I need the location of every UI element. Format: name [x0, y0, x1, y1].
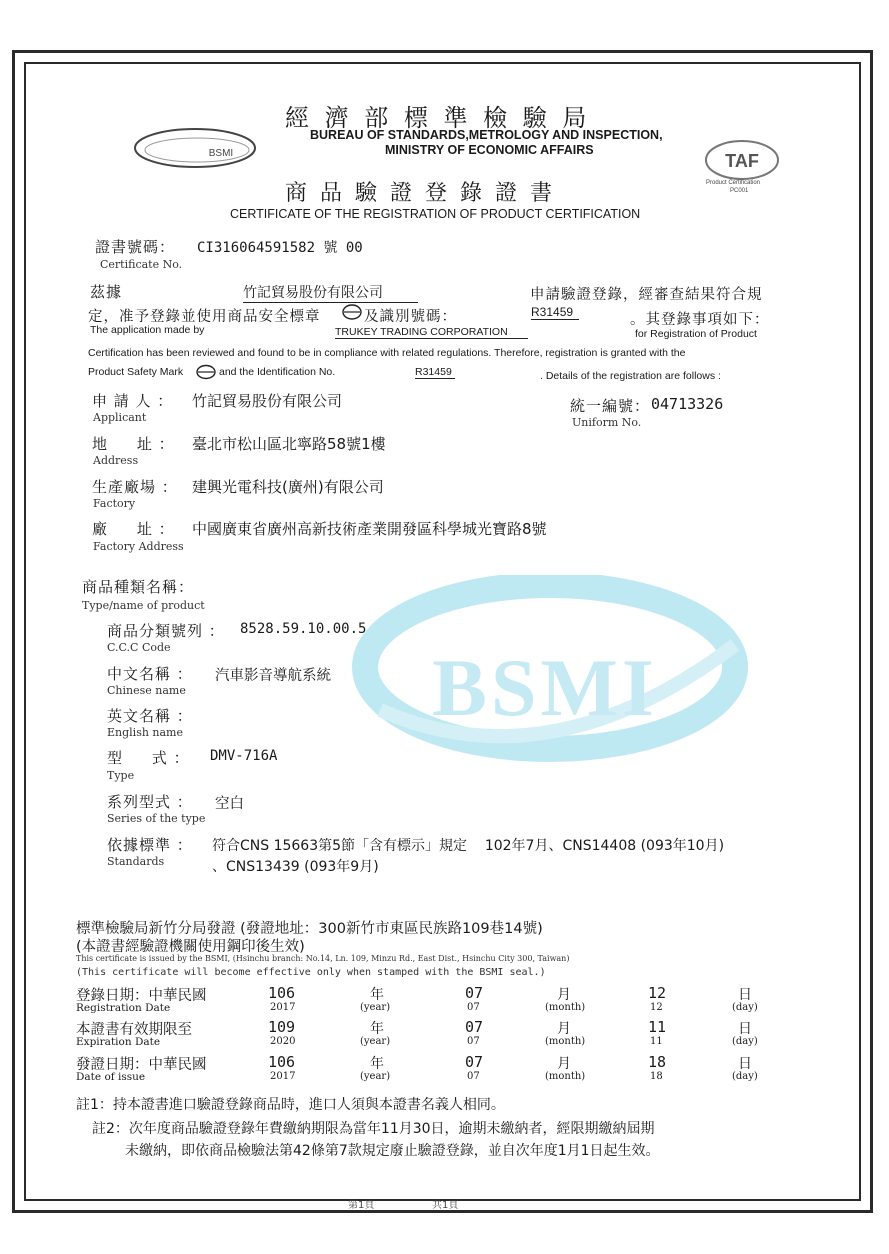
- statement-en-made-by: The application made by: [90, 324, 205, 336]
- agency-title-zh: 經 濟 部 標 準 檢 驗 局: [285, 104, 591, 132]
- date-month-unit: 月: [557, 987, 571, 1003]
- date-label-en: Registration Date: [76, 1002, 171, 1014]
- agency-title-en-2: MINISTRY OF ECONOMIC AFFAIRS: [385, 143, 594, 157]
- bsmi-watermark: [340, 575, 760, 775]
- date-month-unit-en: (month): [545, 1002, 586, 1013]
- date-day-unit: 日: [738, 1021, 752, 1037]
- statement-line2: 定，准予登錄並使用商品安全標章: [88, 309, 321, 325]
- date-label-en: Date of issue: [76, 1071, 146, 1083]
- type-label: 型 式 ：: [107, 749, 190, 767]
- date-day-unit: 日: [738, 987, 752, 1003]
- date-year-unit: 年: [370, 1021, 384, 1037]
- date-day: 12: [648, 984, 667, 1002]
- factory-label-en: Factory: [93, 497, 136, 510]
- date-label-zh: 本證書有效期限至: [76, 1022, 192, 1038]
- note-1: 註1：持本證書進口驗證登錄商品時，進口人須與本證書名義人相同。: [76, 1097, 505, 1113]
- bsmi-logo: [133, 127, 258, 169]
- date-month: 07: [465, 984, 484, 1002]
- statement-en-line3c: . Details of the registration are follows :: [540, 370, 721, 382]
- date-label-zh: 登錄日期：中華民國: [76, 988, 207, 1004]
- date-year-en: 2017: [270, 1071, 296, 1082]
- date-day-en: 12: [650, 1002, 663, 1013]
- issuer-line2: (本證書經驗證機關使用鋼印後生效): [76, 939, 305, 955]
- taf-logo-text: TAF: [725, 151, 759, 171]
- date-month-en: 07: [467, 1036, 480, 1047]
- date-year: 109: [268, 1018, 296, 1036]
- date-day: 18: [648, 1053, 667, 1071]
- certificate-title-zh: 商 品 驗 證 登 錄 證 書: [285, 181, 555, 206]
- statement-en-for-reg: for Registration of Product: [635, 328, 757, 340]
- date-day-unit-en: (day): [732, 1002, 758, 1013]
- statement-line2b: 及識別號碼：: [364, 309, 457, 325]
- date-month-unit-en: (month): [545, 1036, 586, 1047]
- note-2-line1: 註2：次年度商品驗證登錄年費繳納期限為當年11月30日，逾期未繳納者，經限期繳納屆期: [92, 1121, 655, 1137]
- factory-address-label-en: Factory Address: [93, 540, 184, 553]
- product-heading: 商品種類名稱：: [82, 578, 195, 596]
- series-value: 空白: [215, 796, 244, 812]
- date-month-unit: 月: [557, 1021, 571, 1037]
- agency-title-en-1: BUREAU OF STANDARDS,METROLOGY AND INSPECTION,: [310, 128, 663, 142]
- uniform-no-label-en: Uniform No.: [572, 416, 642, 429]
- certificate-title-en: CERTIFICATE OF THE REGISTRATION OF PRODUCT CERTIFICATION: [230, 207, 641, 221]
- statement-line2c: 。其登錄事項如下：: [630, 312, 770, 328]
- statement-zi-ju: 茲據: [90, 283, 123, 301]
- date-month-en: 07: [467, 1071, 480, 1082]
- taf-logo: [700, 138, 790, 208]
- standards-label-en: Standards: [107, 855, 165, 868]
- chinese-name-label-en: Chinese name: [107, 684, 186, 697]
- safety-mark-icon: [341, 303, 363, 321]
- applicant-company-en: TRUKEY TRADING CORPORATION: [335, 326, 528, 339]
- series-label-en: Series of the type: [107, 812, 206, 825]
- footer-total: 共1頁: [432, 1200, 459, 1211]
- ccc-code-value: 8528.59.10.00.5: [240, 621, 367, 637]
- applicant-label: 申 請 人 ：: [92, 392, 174, 410]
- standards-value-1: 符合CNS 15663第5節「含有標示」規定 102年7月、CNS14408 (093年10月): [212, 838, 725, 854]
- date-day-unit-en: (day): [732, 1036, 758, 1047]
- address-label: 地 址 ：: [92, 435, 175, 453]
- standards-label: 依據標準 ：: [107, 836, 193, 854]
- safety-mark-icon-en: [195, 364, 217, 380]
- ccc-code-label: 商品分類號列 ：: [107, 622, 225, 640]
- identification-code: R31459: [531, 305, 579, 320]
- date-month-unit: 月: [557, 1056, 571, 1072]
- watermark-text: BSMI: [432, 642, 658, 733]
- date-year-unit-en: (year): [360, 1071, 391, 1082]
- date-day-en: 11: [650, 1036, 663, 1047]
- applicant-label-en: Applicant: [93, 411, 147, 424]
- chinese-name-value: 汽車影音導航系統: [215, 668, 331, 684]
- address-value: 臺北市松山區北寧路58號1樓: [192, 435, 386, 453]
- factory-value: 建興光電科技(廣州)有限公司: [192, 478, 384, 496]
- uniform-no-label: 統一編號：: [570, 397, 651, 415]
- date-year-en: 2017: [270, 1002, 296, 1013]
- english-name-label-en: English name: [107, 726, 184, 739]
- product-heading-en: Type/name of product: [82, 599, 205, 612]
- date-year: 106: [268, 1053, 296, 1071]
- date-year-unit-en: (year): [360, 1036, 391, 1047]
- statement-en-line2: Certification has been reviewed and found to be in compliance with related regulations. Therefore, registration is granted with the: [88, 347, 686, 359]
- statement-apply-text: 申請驗證登錄，經審查結果符合規: [530, 287, 763, 303]
- factory-address-value: 中國廣東省廣州高新技術產業開發區科學城光寶路8號: [192, 520, 547, 538]
- series-label: 系列型式 ：: [107, 793, 193, 811]
- date-label-zh: 發證日期：中華民國: [76, 1057, 207, 1073]
- footer-page: 第1頁: [348, 1200, 375, 1211]
- certificate-no-label: 證書號碼：: [95, 238, 176, 256]
- english-name-label: 英文名稱 ：: [107, 707, 193, 725]
- certificate-no-label-en: Certificate No.: [100, 258, 183, 271]
- type-label-en: Type: [107, 769, 135, 782]
- issuer-line1: 標準檢驗局新竹分局發證 (發證地址：300新竹市東區民族路109巷14號): [76, 921, 543, 937]
- note-2-line2: 未繳納，即依商品檢驗法第42條第7款規定廢止驗證登錄，並自次年度1月1日起生效。: [125, 1143, 660, 1159]
- date-month-unit-en: (month): [545, 1071, 586, 1082]
- standards-value-2: 、CNS13439 (093年9月): [212, 859, 379, 875]
- date-month-en: 07: [467, 1002, 480, 1013]
- date-day-en: 18: [650, 1071, 663, 1082]
- taf-logo-sub1: Product Certification: [706, 180, 761, 186]
- date-month: 07: [465, 1053, 484, 1071]
- uniform-no-value: 04713326: [651, 395, 724, 413]
- chinese-name-label: 中文名稱 ：: [107, 665, 193, 683]
- applicant-value: 竹記貿易股份有限公司: [192, 392, 343, 410]
- taf-logo-sub2: PC001: [730, 188, 749, 194]
- date-label-en: Expiration Date: [76, 1036, 161, 1048]
- statement-en-line3a: Product Safety Mark: [88, 366, 184, 378]
- statement-en-line3b: and the Identification No.: [219, 366, 336, 378]
- date-year: 106: [268, 984, 296, 1002]
- factory-address-label: 廠 址 ：: [92, 520, 175, 538]
- ccc-code-label-en: C.C.C Code: [107, 641, 171, 654]
- date-day-unit-en: (day): [732, 1071, 758, 1082]
- date-year-unit: 年: [370, 987, 384, 1003]
- issuer-line3: This certificate is issued by the BSMI, (Hsinchu branch: No.14, Ln. 109, Minzu Rd., East Dist., Hsinchu City 300, Taiwan): [76, 954, 570, 963]
- date-year-unit-en: (year): [360, 1002, 391, 1013]
- bsmi-logo-text: BSMI: [208, 148, 234, 159]
- address-label-en: Address: [93, 454, 139, 467]
- factory-label: 生產廠場 ：: [92, 478, 178, 496]
- date-day-unit: 日: [738, 1056, 752, 1072]
- certificate-no-value: CI316064591582 號 00: [197, 240, 363, 256]
- type-value: DMV-716A: [210, 748, 278, 764]
- date-month: 07: [465, 1018, 484, 1036]
- date-year-unit: 年: [370, 1056, 384, 1072]
- issuer-line4: (This certificate will become effective only when stamped with the BSMI seal.): [76, 967, 546, 978]
- date-day: 11: [648, 1018, 667, 1036]
- date-year-en: 2020: [270, 1036, 296, 1047]
- applicant-company-zh: 竹記貿易股份有限公司: [243, 282, 418, 303]
- identification-code-2: R31459: [415, 366, 455, 379]
